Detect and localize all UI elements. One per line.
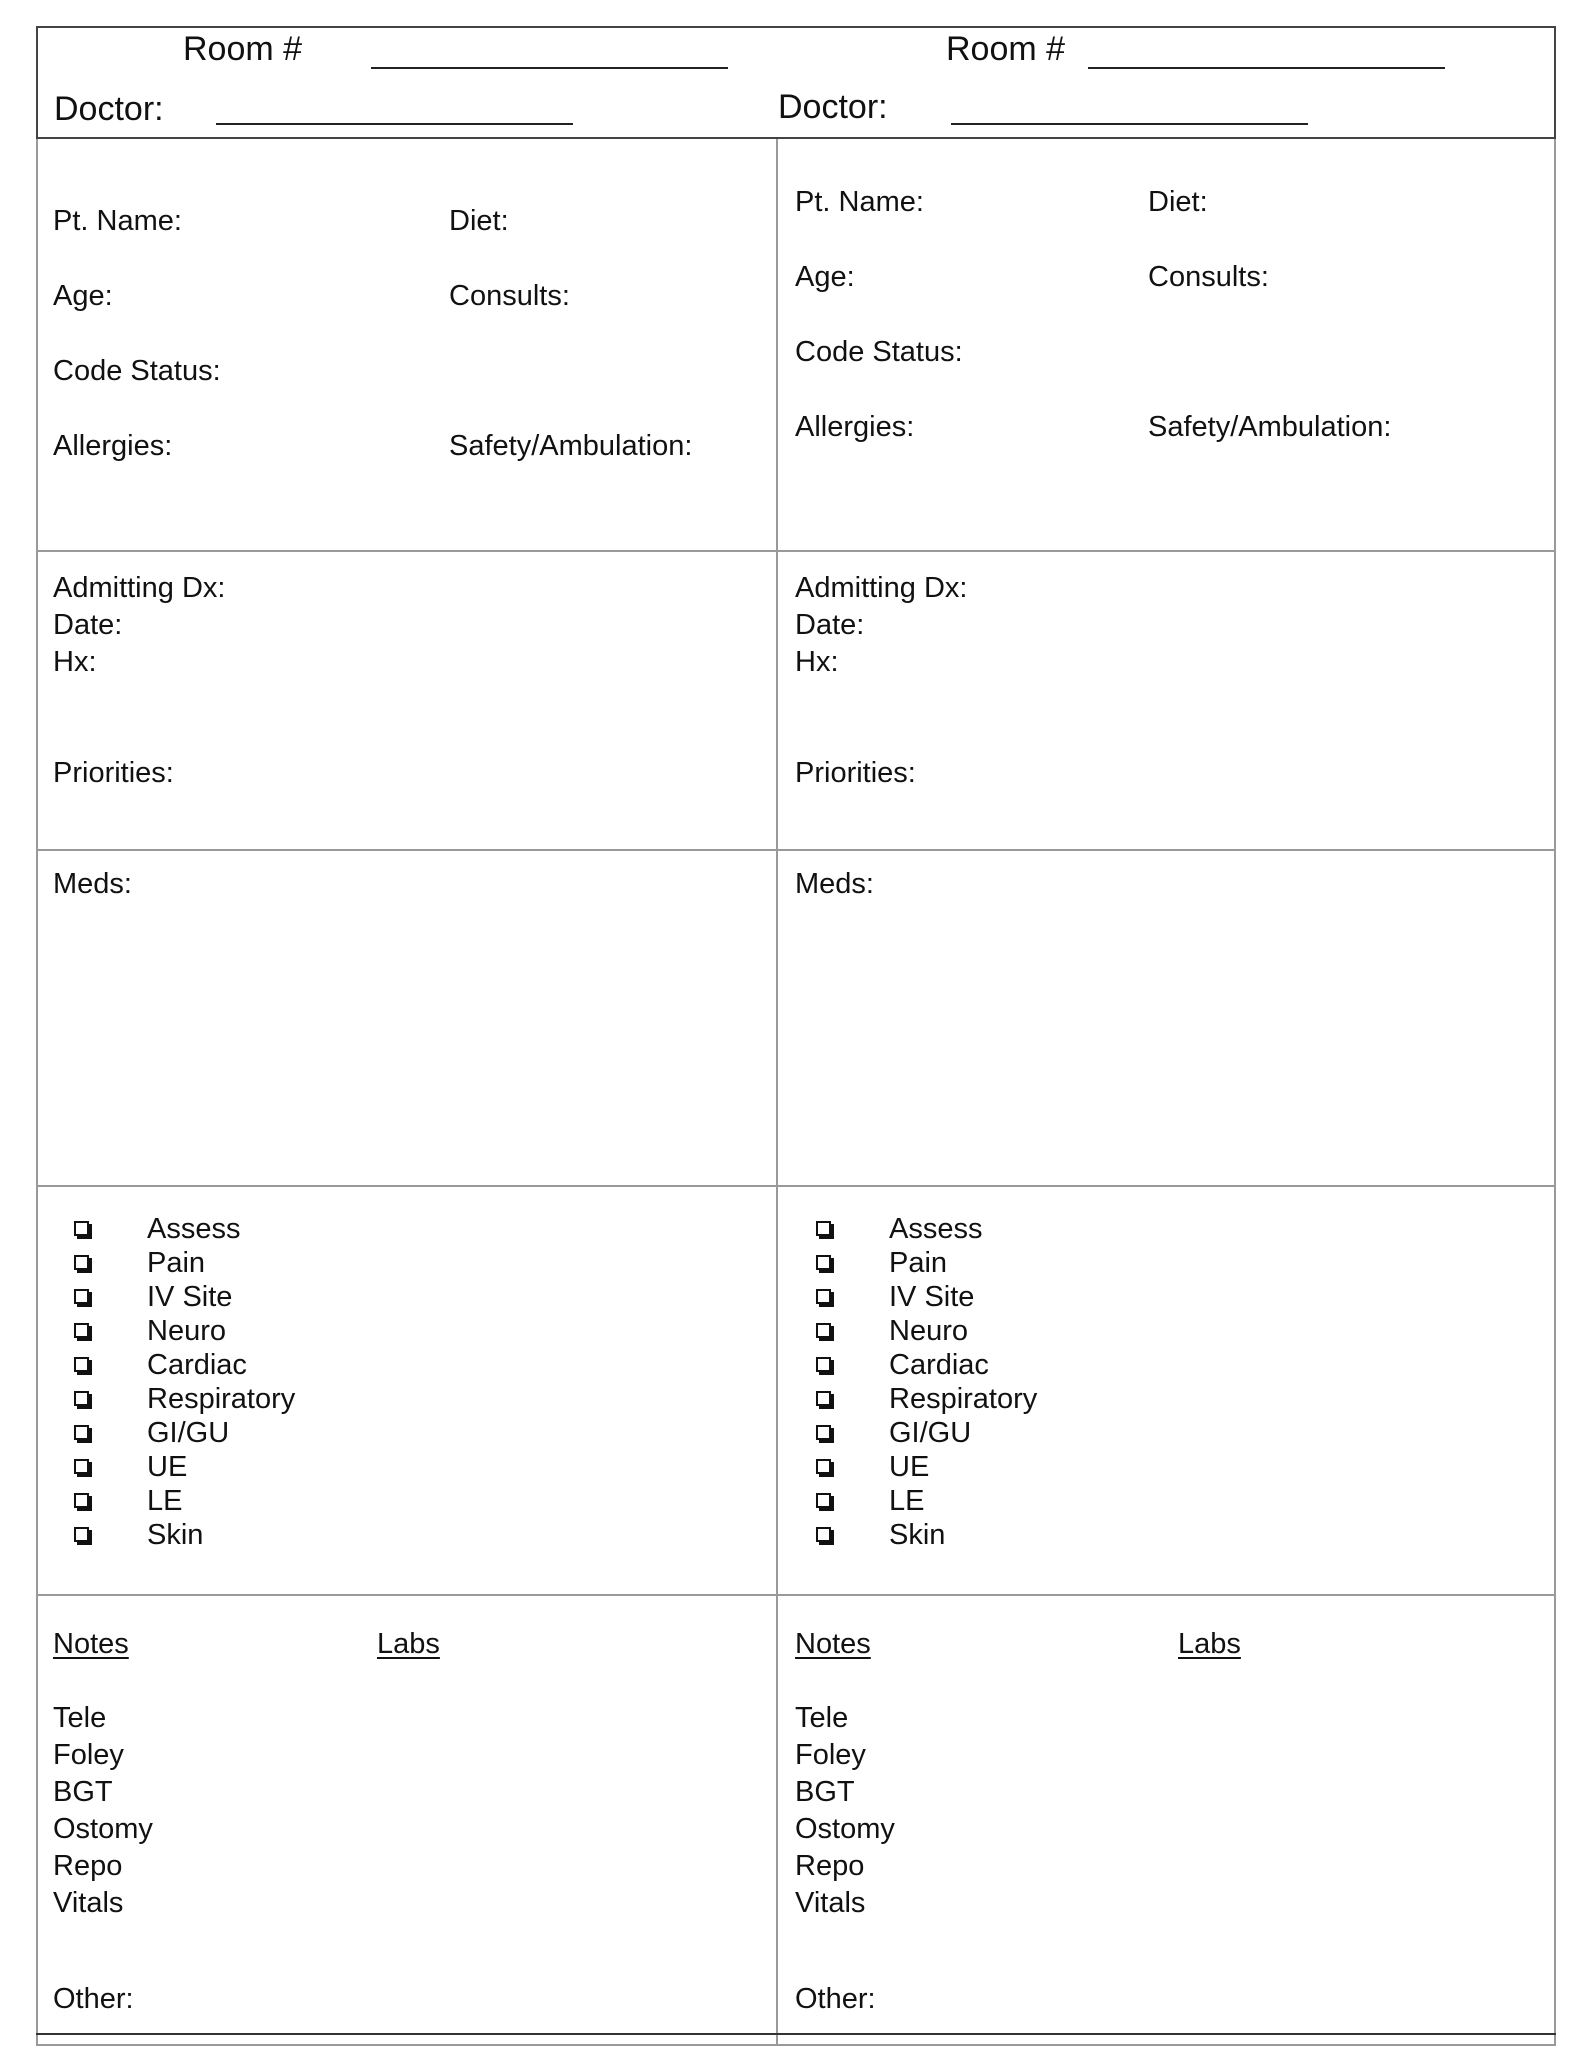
safety-ambulation-label: Safety/Ambulation: (1148, 411, 1392, 443)
meds-label: Meds: (795, 868, 874, 900)
checkbox-icon[interactable] (74, 1493, 89, 1508)
care-item: Repo (53, 1850, 123, 1882)
care-item: Foley (53, 1739, 124, 1771)
checkbox-icon[interactable] (74, 1527, 89, 1542)
checkbox-icon[interactable] (816, 1391, 831, 1406)
date-label: Date: (795, 609, 865, 641)
checkbox-icon[interactable] (816, 1425, 831, 1440)
admitting-dx-label: Admitting Dx: (795, 572, 968, 604)
admitting-dx-label: Admitting Dx: (53, 572, 226, 604)
checkbox-icon[interactable] (816, 1323, 831, 1338)
care-item: Tele (795, 1702, 849, 1734)
checkbox-icon[interactable] (816, 1255, 831, 1270)
meds-label: Meds: (53, 868, 132, 900)
consults-label: Consults: (1148, 261, 1269, 293)
checkbox-icon[interactable] (74, 1221, 89, 1236)
labs-heading: Labs (1178, 1628, 1241, 1660)
header (36, 26, 1556, 139)
date-label: Date: (53, 609, 123, 641)
hx-label: Hx: (53, 646, 97, 678)
room-field-left[interactable] (371, 67, 728, 69)
checkbox-icon[interactable] (816, 1459, 831, 1474)
age-label: Age: (795, 261, 855, 293)
care-items-list (53, 1700, 153, 1922)
checkbox-icon[interactable] (74, 1357, 89, 1372)
checkbox-icon[interactable] (816, 1357, 831, 1372)
hx-label: Hx: (795, 646, 839, 678)
room-label-left: Room # (183, 30, 303, 68)
doctor-field-left[interactable] (216, 123, 573, 125)
consults-label: Consults: (449, 280, 570, 312)
care-items-list (795, 1700, 895, 1922)
other-label: Other: (53, 1983, 134, 2015)
grid-border-right (1554, 139, 1556, 2046)
other-label: Other: (795, 1983, 876, 2015)
care-item: Vitals (53, 1887, 124, 1919)
care-item: Repo (795, 1850, 865, 1882)
diet-label: Diet: (1148, 186, 1208, 218)
code-status-label: Code Status: (795, 336, 963, 368)
care-item: Vitals (795, 1887, 866, 1919)
care-item: Ostomy (795, 1813, 895, 1845)
diet-label: Diet: (449, 205, 509, 237)
code-status-label: Code Status: (53, 355, 221, 387)
checkbox-icon[interactable] (74, 1391, 89, 1406)
priorities-label: Priorities: (795, 757, 916, 789)
checkbox-icon[interactable] (816, 1289, 831, 1304)
patient-column-right: Pt. Name: Age: Code Status: Allergies: Diet: Consults: Safety/Ambulation: Admitting Dx: Date: Hx: Priorities: Meds: Assess Pain IV Site Neuro Cardiac Respiratory GI/GU UE LE Skin Notes Labs Tele Foley BGT Ostomy Repo Vitals Other: (795, 186, 1392, 2015)
safety-ambulation-label: Safety/Ambulation: (449, 430, 693, 462)
room-field-right[interactable] (1088, 67, 1445, 69)
notes-heading: Notes (795, 1628, 871, 1660)
checkbox-icon[interactable] (74, 1289, 89, 1304)
report-sheet (36, 26, 1556, 2046)
checkbox-icon[interactable] (816, 1493, 831, 1508)
checkbox-icon[interactable] (74, 1323, 89, 1338)
care-item: Ostomy (53, 1813, 153, 1845)
care-item: BGT (795, 1776, 855, 1808)
care-item: Foley (795, 1739, 866, 1771)
checkbox-icon[interactable] (74, 1459, 89, 1474)
care-item: Tele (53, 1702, 107, 1734)
checkbox-icon[interactable] (74, 1425, 89, 1440)
pt-name-label: Pt. Name: (53, 205, 182, 237)
care-item: BGT (53, 1776, 113, 1808)
checkbox-icon[interactable] (816, 1527, 831, 1542)
priorities-label: Priorities: (53, 757, 174, 789)
pt-name-label: Pt. Name: (795, 186, 924, 218)
checkbox-icon[interactable] (816, 1221, 831, 1236)
allergies-label: Allergies: (795, 411, 915, 443)
allergies-label: Allergies: (53, 430, 173, 462)
labs-heading: Labs (377, 1628, 440, 1660)
checkbox-icon[interactable] (74, 1255, 89, 1270)
doctor-label-right: Doctor: (778, 88, 888, 126)
age-label: Age: (53, 280, 113, 312)
room-label-right: Room # (946, 30, 1066, 68)
notes-heading: Notes (53, 1628, 129, 1660)
patient-column-left: Pt. Name: Age: Code Status: Allergies: Diet: Consults: Safety/Ambulation: Admitting Dx: Date: Hx: Priorities: Meds: Assess Pain IV Site Neuro Cardiac Respiratory GI/GU UE LE Skin Notes Labs Tele Foley BGT Ostomy Repo Vitals Other: (53, 205, 693, 2015)
doctor-field-right[interactable] (951, 123, 1308, 125)
doctor-label-left: Doctor: (54, 90, 164, 128)
